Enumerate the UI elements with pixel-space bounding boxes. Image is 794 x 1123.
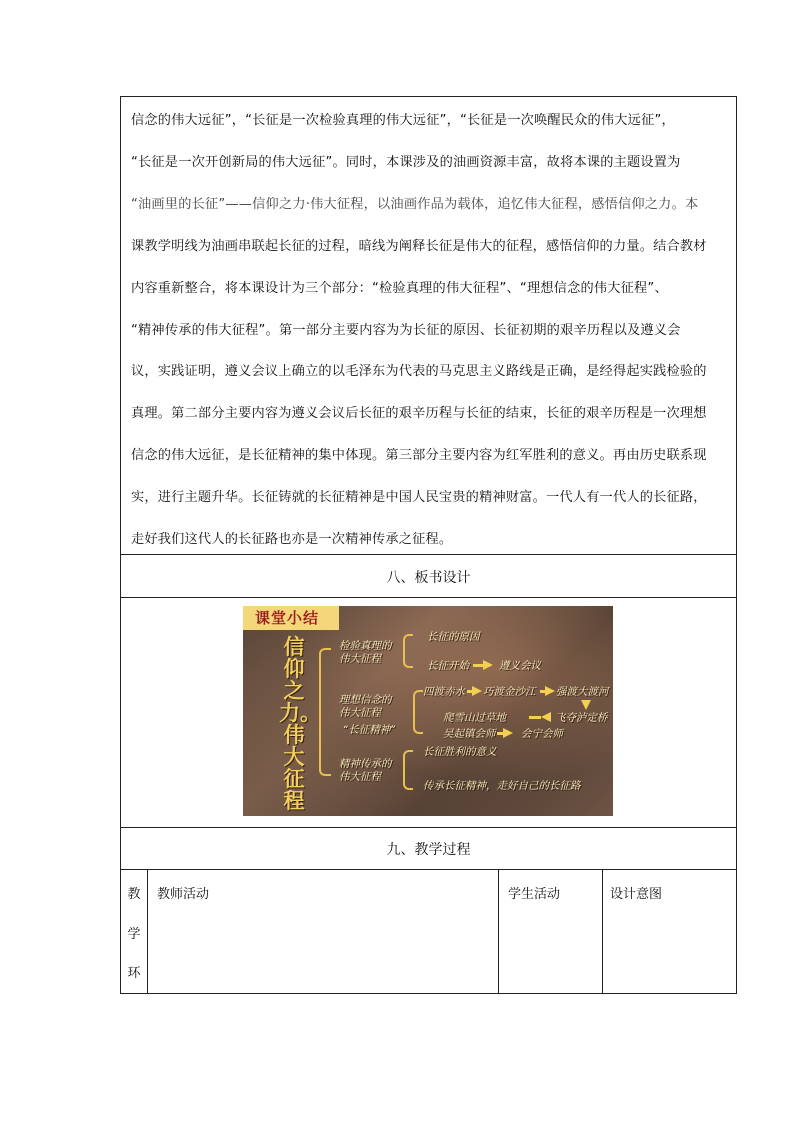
part3-bracket (403, 750, 413, 790)
paragraph-line: “长征是一次开创新局的伟大远征”。同时，本课涉及的油画资源丰富，故将本课的主题设置为 (131, 154, 681, 170)
part1-item: 长征的原因 (427, 631, 480, 643)
column-divider (498, 869, 499, 994)
stage-column-char: 环 (127, 966, 141, 981)
arrow-down-icon (581, 700, 591, 710)
part2-item: 爬雪山过草地 (443, 712, 506, 724)
arrow-right-icon (483, 660, 493, 670)
part1-label: 检验真理的伟大征程 (339, 640, 392, 665)
paragraph-line: 信念的伟大远征”，“长征是一次检验真理的伟大远征”，“长征是一次唤醒民众的伟大远征”， (131, 113, 675, 128)
stage-column-char: 教 (127, 887, 141, 902)
part3-label: 精神传承的伟大征程 (339, 758, 392, 783)
arrow-shaft (473, 664, 483, 667)
part2-bracket (413, 690, 423, 734)
board-side-title: 信仰之力。伟大征程 (279, 634, 321, 813)
board-design-image (243, 606, 613, 816)
part2-item: 会宁会师 (521, 728, 563, 740)
arrow-right-icon (545, 686, 555, 696)
section-title-teaching-process: 九、教学过程 (386, 842, 471, 858)
part1-item: 长征开始 (427, 660, 469, 672)
paragraph-line: 信念的伟大远征，是长征精神的集中体现。第三部分主要内容为红军胜利的意义。再由历史联系现 (131, 448, 707, 464)
stage-column-char: 学 (127, 927, 141, 942)
arrow-right-icon (472, 686, 482, 696)
column-divider (602, 869, 603, 994)
student-activity-header: 学生活动 (508, 887, 561, 902)
arrow-shaft (529, 716, 541, 719)
part2-sublabel: “长征精神” (343, 724, 396, 736)
arrow-right-icon (503, 728, 513, 738)
part2-item: 四渡赤水 (423, 686, 465, 698)
part3-item: 传承长征精神，走好自己的长征路 (423, 780, 581, 792)
paragraph-line: “油画里的长征”——信仰之力·伟大征程，以油画作品为载体，追忆伟大征程，感悟信仰之力。本 (131, 196, 699, 212)
row-divider (120, 869, 737, 870)
part2-label: 理想信念的伟大征程 (339, 694, 392, 719)
paragraph-line: 议，实践证明，遵义会议上确立的以毛泽东为代表的马克思主义路线是正确，是经得起实践检验的 (131, 364, 707, 380)
design-intent-header: 设计意图 (610, 887, 663, 902)
paragraph-line: 走好我们这代人的长征路也亦是一次精神传承之征程。 (131, 532, 453, 548)
design-rationale-paragraph (131, 100, 731, 561)
section-title-board-design: 八、板书设计 (386, 570, 471, 586)
paragraph-line: 真理。第二部分主要内容为遵义会议后长征的艰辛历程与长征的结束，长征的艰辛历程是一次理想 (131, 406, 707, 422)
paragraph-line: 课教学明线为油画串联起长征的过程，暗线为阐释长征是伟大的征程，感悟信仰的力量。结合教材 (131, 238, 707, 254)
part1-item: 遵义会议 (499, 660, 541, 672)
part2-item: 巧渡金沙江 (483, 686, 536, 698)
part2-item: 飞夺泸定桥 (555, 712, 608, 724)
column-divider (147, 869, 148, 994)
part3-item: 长征胜利的意义 (423, 746, 497, 758)
row-divider (120, 827, 737, 828)
arrow-left-icon (541, 712, 551, 722)
part2-item: 强渡大渡河 (556, 686, 609, 698)
row-divider (120, 597, 737, 598)
paragraph-line: 内容重新整合，将本课设计为三个部分：“检验真理的伟大征程”、“理想信念的伟大征程”、 (131, 280, 668, 296)
paragraph-line: 实，进行主题升华。长征铸就的长征精神是中国人民宝贵的精神财富。一代人有一代人的长征路， (131, 490, 707, 506)
summary-badge: 课堂小结 (243, 606, 339, 630)
teacher-activity-header: 教师活动 (157, 887, 210, 902)
main-bracket (319, 648, 331, 776)
part1-bracket (403, 634, 413, 668)
part2-item: 吴起镇会师 (443, 728, 496, 740)
paragraph-line: “精神传承的伟大征程”。第一部分主要内容为为长征的原因、长征初期的艰辛历程以及遵义会 (131, 322, 681, 338)
